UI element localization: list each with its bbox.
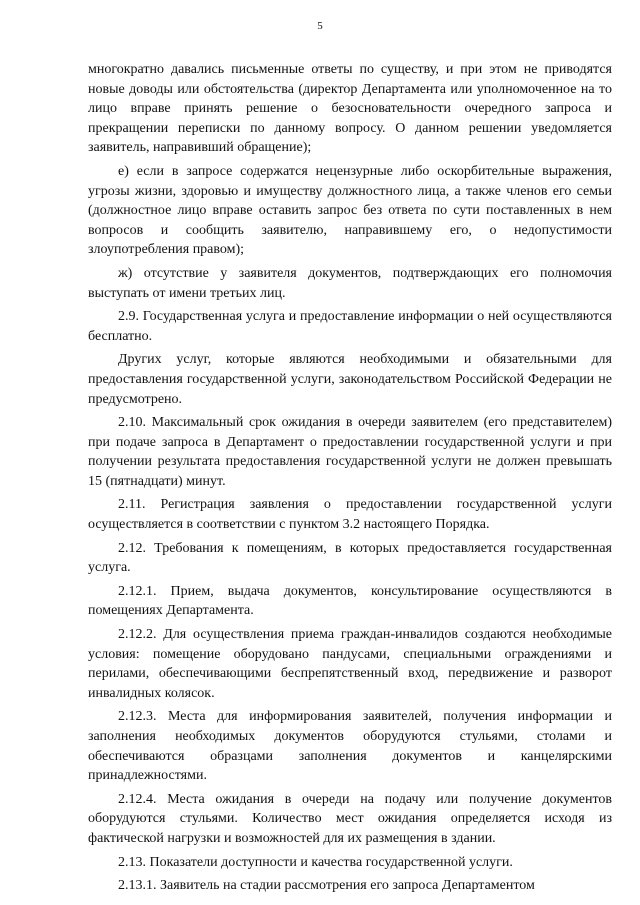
paragraph-2-9: 2.9. Государственная услуга и предоставление информации о ней осуществляются бесплатно.	[88, 309, 612, 344]
paragraph-2-12-3: 2.12.3. Места для информирования заявителей, получения информации и заполнения необходимых документов оборудуются стульями, столами и обеспечиваются образцами заполнения документов и канцелярскими принадлежностями.	[88, 709, 612, 784]
paragraph-item-e: е) если в запросе содержатся нецензурные либо оскорбительные выражения, угрозы жизни, здоровью и имуществу должностного лица, а также членов его семьи (должностное лицо вправе оставить запрос без ответа по сути поставленных в нем вопросов и сообщить заявителю, направившему его, о недопустимости злоупотребления правом);	[88, 163, 612, 258]
paragraph-2-12-2: 2.12.2. Для осуществления приема граждан-инвалидов создаются необходимые условия: помещение оборудовано пандусами, специальными ограждениями и перилами, обеспечивающими беспрепятственный вход, передвижение и разворот инвалидных колясок.	[88, 627, 612, 701]
paragraph-2-11: 2.11. Регистрация заявления о предоставлении государственной услуги осуществляется в соответствии с пунктом 3.2 настоящего Порядка.	[88, 497, 612, 533]
paragraph-other-services: Других услуг, которые являются необходимыми и обязательными для предоставления государственной услуги, законодательством Российской Федерации не предусмотрено.	[88, 352, 612, 407]
document-body	[88, 60, 612, 900]
paragraph-2-12: 2.12. Требования к помещениям, в которых предоставляется государственная услуга.	[88, 540, 612, 576]
paragraph-item-zh: ж) отсутствие у заявителя документов, подтверждающих его полномочия выступать от имени третьих лиц.	[88, 265, 612, 301]
paragraph-2-12-1: 2.12.1. Прием, выдача документов, консультирование осуществляются в помещениях Департамента.	[88, 583, 612, 619]
paragraph-2-10: 2.10. Максимальный срок ожидания в очереди заявителем (его представителем) при подаче запроса в Департамент о предоставлении государственной услуги и при получении результата предоставления государственной услуги не должен превышать 15 (пятнадцати) минут.	[88, 415, 612, 489]
paragraph-2-13: 2.13. Показатели доступности и качества государственной услуги.	[118, 854, 513, 870]
page-number: 5	[317, 20, 323, 32]
paragraph-2-13-1: 2.13.1. Заявитель на стадии рассмотрения его запроса Департаментом	[118, 878, 535, 894]
paragraph-2-12-4: 2.12.4. Места ожидания в очереди на подачу или получение документов оборудуются стульями. Количество мест ожидания определяется исходя из фактической нагрузки и возможностей для их размещения в здании.	[88, 791, 612, 846]
paragraph-continuation: многократно давались письменные ответы по существу, и при этом не приводятся новые доводы или обстоятельства (директор Департамента или уполномоченное на то лицо вправе принять решение о безосновательности очередного запроса и прекращении переписки по данному вопросу. О данном решении уведомляется заявитель, направивший обращение);	[88, 62, 612, 156]
